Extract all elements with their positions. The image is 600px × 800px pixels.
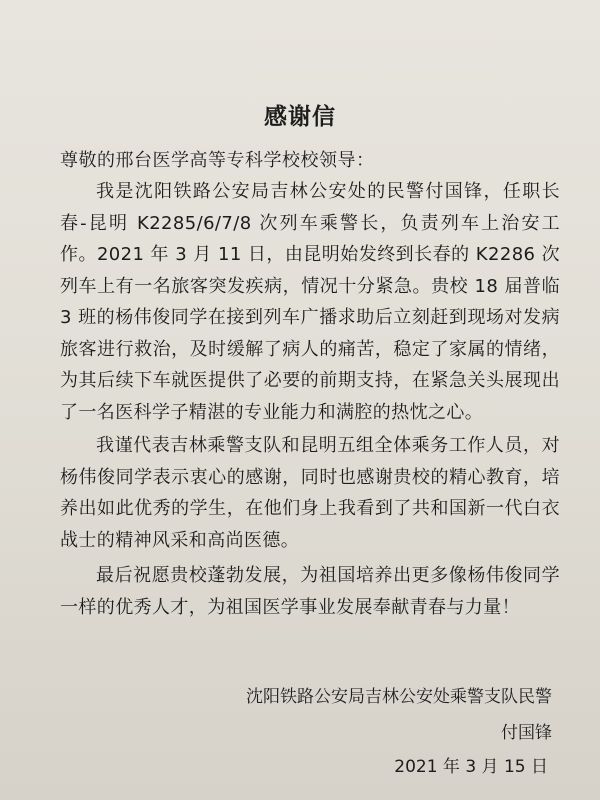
letter-paragraph-2: 我谨代表吉林乘警支队和昆明五组全体乘务工作人员，对杨伟俊同学表示衷心的感谢，同时也感谢贵校的精心教育，培养出如此优秀的学生，在他们身上我看到了共和国新一代白衣战士的精神风采和高尚医德。 (60, 435, 560, 551)
signature-organization: 沈阳铁路公安局吉林公安处乘警支队民警 (246, 687, 552, 707)
letter-title: 感谢信 (264, 104, 336, 130)
letter-paragraph-3: 最后祝愿贵校蓬勃发展，为祖国培养出更多像杨伟俊同学一样的优秀人才，为祖国医学事业发展奉献青春与力量！ (60, 565, 560, 618)
letter-salutation: 尊敬的邢台医学高等专科学校校领导： (60, 150, 375, 171)
letter-paragraph-1: 我是沈阳铁路公安局吉林公安处的民警付国锋，任职长春-昆明 K2285/6/7/8 次列车乘警长，负责列车上治安工作。2021 年 3 月 11 日，由昆明始发终到长春的 K2286 次列车上有一名旅客突发疾病，情况十分紧急。贵校 18 届普临 3 班的杨伟俊同学在接到列车广播求助后立刻赶到现场对发病旅客进行救治，及时缓解了病人的痛苦，稳定了家属的情绪，为其后续下车就医提供了必要的前期支持，在紧急关头展现出了一名医科学子精湛的专业能力和满腔的热忱之心。 (60, 181, 560, 423)
signature-name: 付国锋 (501, 723, 552, 743)
signature-date: 2021 年 3 月 15 日 (394, 757, 548, 777)
